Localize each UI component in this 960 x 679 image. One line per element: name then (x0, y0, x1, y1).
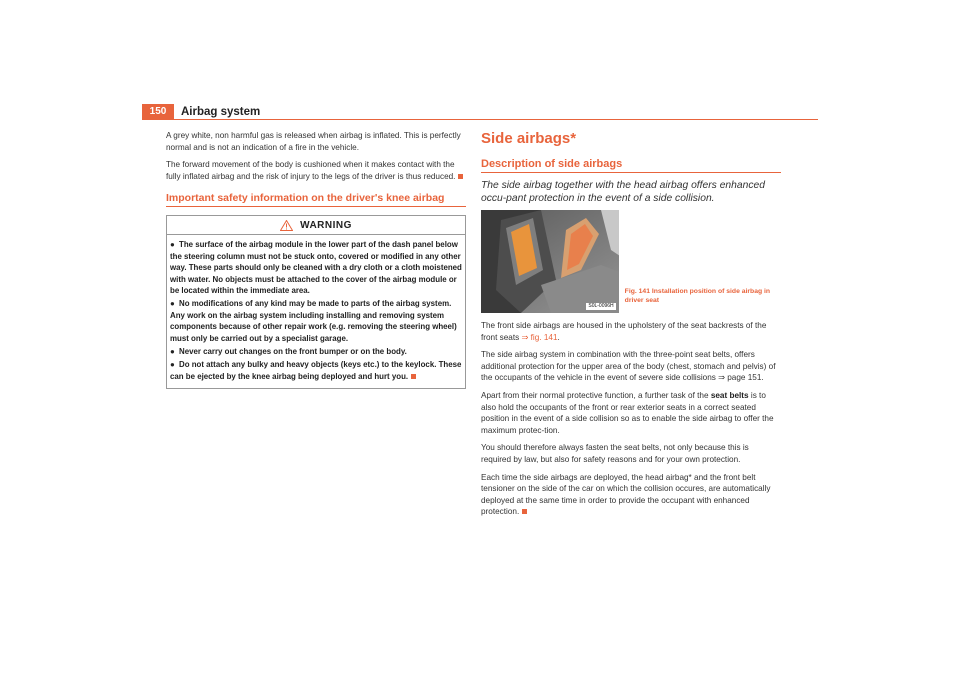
right-column (481, 130, 781, 524)
paragraph: A grey white, non harmful gas is released when airbag is inflated. This is perfectly normal and is not an indication of a fire in the vehicle. (166, 131, 461, 152)
figure (481, 210, 781, 313)
paragraph: You should therefore always fasten the seat belts, not only because this is required by law, but also for safety reasons and for your own protection. (481, 443, 749, 464)
paragraph: The front side airbags are housed in the upholstery of the seat backrests of the front seats ⇒ fig. 141. (481, 321, 767, 342)
section-heading: Description of side airbags (481, 158, 781, 173)
page-header-title: Airbag system (181, 106, 261, 118)
header-divider (142, 119, 818, 120)
section-heading: Important safety information on the driver's knee airbag (166, 192, 466, 207)
section-end-mark (411, 374, 416, 379)
image-code: S0L-0096H (588, 303, 614, 309)
section-end-mark (458, 174, 463, 179)
bullet-icon: ● (170, 347, 175, 357)
bullet-icon: ● (170, 240, 175, 250)
paragraph: The forward movement of the body is cushioned when it makes contact with the fully inflated airbag and the risk of injury to the legs of the driver is thus reduced. (166, 159, 466, 182)
seat-airbag-photo (481, 210, 619, 313)
warning-box (166, 215, 466, 389)
warning-item: ● Never carry out changes on the front bumper or on the body. (170, 347, 407, 357)
figure-reference-link[interactable]: ⇒ fig. 141 (521, 332, 558, 342)
left-column (166, 130, 466, 389)
figure-caption: Fig. 141 Installation position of side airbag in driver seat (624, 288, 771, 304)
warning-item: ● No modifications of any kind may be made to parts of the airbag system. Any work on the airbag system including installing and removing system components because of other repair work (e.g. removing the steering wheel) must only be carried out by a specialist garage. (170, 299, 457, 343)
page-number: 150 (142, 104, 174, 120)
intro-text: The side airbag together with the head airbag offers enhanced occu-pant protection in the event of a side collision. (481, 180, 765, 204)
warning-item: ● Do not attach any bulky and heavy objects (keys etc.) to the keylock. These can be ejected by the knee airbag being deployed and hurt you. (170, 360, 462, 381)
bullet-icon: ● (170, 299, 175, 309)
paragraph: Apart from their normal protective function, a further task of the seat belts is to also hold the occupants of the front or rear exterior seats in a correct seated position in the event of a side collision so as to enable the side airbag to offer the maximum protec-tion. (481, 390, 774, 435)
warning-triangle-icon (280, 220, 293, 231)
bullet-icon: ● (170, 360, 175, 370)
section-end-mark (522, 509, 527, 514)
chapter-heading: Side airbags* (481, 130, 577, 147)
warning-label: WARNING (300, 219, 352, 231)
warning-item: ● The surface of the airbag module in the lower part of the dash panel below the steering column must not be stuck onto, covered or modified in any other way. These parts should only be cleaned with a dry cloth or a cloth moistened with water. No objects must be attached to the cover of the airbag module or be located within the immediate area. (170, 240, 462, 295)
paragraph: The side airbag system in combination with the three-point seat belts, offers additional protection for the upper area of the body (chest, stomach and pelvis) of the occupants of the vehicle in the event of severe side collisions ⇒ page 151. (481, 350, 776, 383)
paragraph: Each time the side airbags are deployed, the head airbag* and the front belt tensioner on the side of the car on which the collision occures, are automatically deployed at the same time in order to provide the occupant with enhanced protection. (481, 472, 771, 517)
seat-illustration (481, 210, 619, 313)
warning-header (167, 216, 465, 235)
warning-body (167, 235, 465, 388)
